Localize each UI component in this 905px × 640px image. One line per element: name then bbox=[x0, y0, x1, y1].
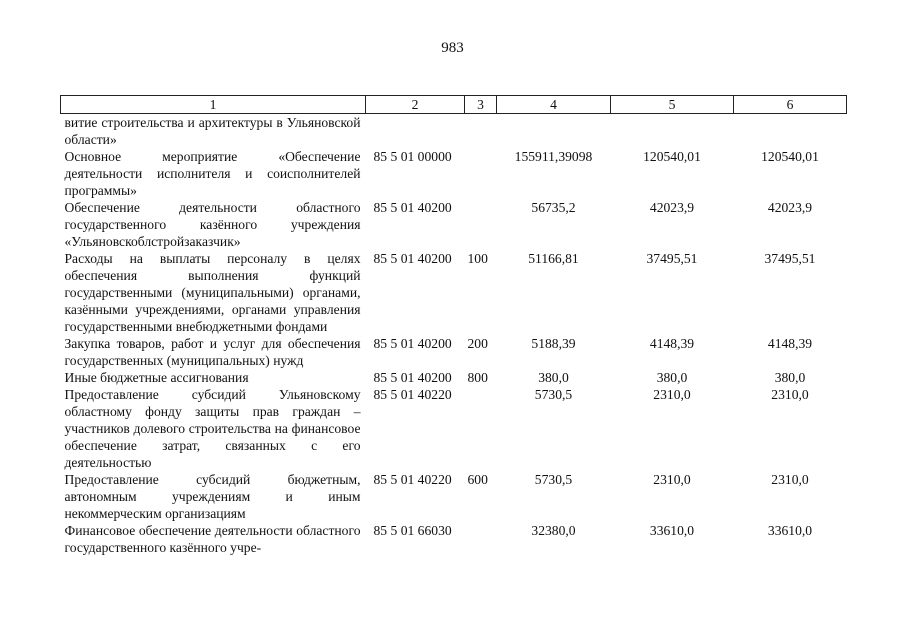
row-code: 85 5 01 40200 bbox=[373, 336, 452, 351]
row-value-col6: 4148,39 bbox=[767, 336, 813, 351]
row-description: витие строительства и архитектуры в Ульяновской области» bbox=[64, 115, 361, 147]
row-description: Расходы на выплаты персоналу в целях обеспечения выполнения функций государственными (муниципальными) органами, казёнными учреждениями, органами управления государственными внебюджетными фондами bbox=[64, 251, 361, 334]
row-expense-type bbox=[465, 386, 497, 471]
table-row bbox=[61, 148, 847, 199]
row-value-col5: 37495,51 bbox=[646, 251, 698, 266]
budget-table bbox=[60, 95, 847, 556]
row-expense-type bbox=[465, 199, 497, 250]
row-expense-type bbox=[465, 148, 497, 199]
table-row bbox=[61, 369, 847, 386]
page-number: 983 bbox=[441, 40, 464, 56]
row-value-col6: 380,0 bbox=[774, 370, 806, 385]
table-row bbox=[61, 335, 847, 369]
row-value-col6: 2310,0 bbox=[771, 387, 809, 402]
row-expense-type bbox=[465, 114, 497, 149]
row-code: 85 5 01 66030 bbox=[373, 523, 452, 538]
row-value-col4: 5188,39 bbox=[531, 336, 576, 351]
header-col-2: 2 bbox=[366, 96, 465, 114]
row-code: 85 5 01 40220 bbox=[373, 387, 452, 402]
table-header-row bbox=[61, 96, 847, 114]
row-expense-type: 800 bbox=[467, 370, 488, 385]
row-value-col6: 33610,0 bbox=[767, 523, 813, 538]
table-row bbox=[61, 199, 847, 250]
row-code bbox=[366, 114, 465, 149]
row-value-col4: 5730,5 bbox=[534, 472, 573, 487]
row-expense-type bbox=[465, 522, 497, 556]
table-row bbox=[61, 114, 847, 149]
header-col-1: 1 bbox=[61, 96, 366, 114]
row-code: 85 5 01 40200 bbox=[373, 370, 452, 385]
table-row bbox=[61, 386, 847, 471]
row-description: Обеспечение деятельности областного государственного казённого учреждения «Ульяновскоблстройзаказчик» bbox=[64, 200, 361, 249]
header-col-6: 6 bbox=[734, 96, 847, 114]
row-value-col4: 56735,2 bbox=[531, 200, 576, 215]
row-value-col6: 120540,01 bbox=[761, 149, 819, 164]
row-description: Закупка товаров, работ и услуг для обеспечения государственных (муниципальных) нужд bbox=[64, 336, 361, 368]
row-code: 85 5 01 40200 bbox=[373, 251, 452, 266]
row-description: Предоставление субсидий Ульяновскому областному фонду защиты прав граждан – участников долевого строительства на финансовое обеспечение затрат, связанных с его деятельностью bbox=[64, 387, 361, 470]
row-value-col6: 42023,9 bbox=[767, 200, 813, 215]
row-value-col5 bbox=[611, 114, 734, 149]
table-row bbox=[61, 522, 847, 556]
row-expense-type: 600 bbox=[467, 472, 488, 487]
row-value-col6: 37495,51 bbox=[764, 251, 816, 266]
row-value-col5: 4148,39 bbox=[649, 336, 695, 351]
header-col-5: 5 bbox=[611, 96, 734, 114]
row-description: Предоставление субсидий бюджетным, автономным учреждениям и иным некоммерческим организациям bbox=[64, 472, 361, 521]
row-description: Финансовое обеспечение деятельности областного государственного казённого учре- bbox=[64, 523, 361, 555]
row-value-col5: 120540,01 bbox=[643, 149, 701, 164]
row-value-col6 bbox=[734, 114, 847, 149]
row-value-col4: 380,0 bbox=[538, 370, 569, 385]
row-code: 85 5 01 00000 bbox=[373, 149, 452, 164]
row-value-col5: 33610,0 bbox=[649, 523, 695, 538]
row-description: Основное мероприятие «Обеспечение деятельности исполнителя и соисполнителей программы» bbox=[64, 149, 361, 198]
row-code: 85 5 01 40220 bbox=[373, 472, 452, 487]
row-value-col4: 155911,39098 bbox=[514, 149, 593, 164]
row-value-col4: 5730,5 bbox=[534, 387, 573, 402]
table-row bbox=[61, 471, 847, 522]
row-value-col5: 42023,9 bbox=[649, 200, 695, 215]
row-value-col5: 2310,0 bbox=[653, 472, 691, 487]
header-col-4: 4 bbox=[497, 96, 611, 114]
row-expense-type: 100 bbox=[467, 251, 488, 266]
table-row bbox=[61, 250, 847, 335]
row-value-col4: 32380,0 bbox=[531, 523, 576, 538]
row-value-col5: 380,0 bbox=[656, 370, 688, 385]
row-code: 85 5 01 40200 bbox=[373, 200, 452, 215]
row-value-col5: 2310,0 bbox=[653, 387, 691, 402]
row-value-col6: 2310,0 bbox=[771, 472, 809, 487]
row-value-col4: 51166,81 bbox=[528, 251, 579, 266]
row-description: Иные бюджетные ассигнования bbox=[64, 370, 249, 385]
row-expense-type: 200 bbox=[467, 336, 488, 351]
header-col-3: 3 bbox=[465, 96, 497, 114]
row-value-col4 bbox=[497, 114, 611, 149]
